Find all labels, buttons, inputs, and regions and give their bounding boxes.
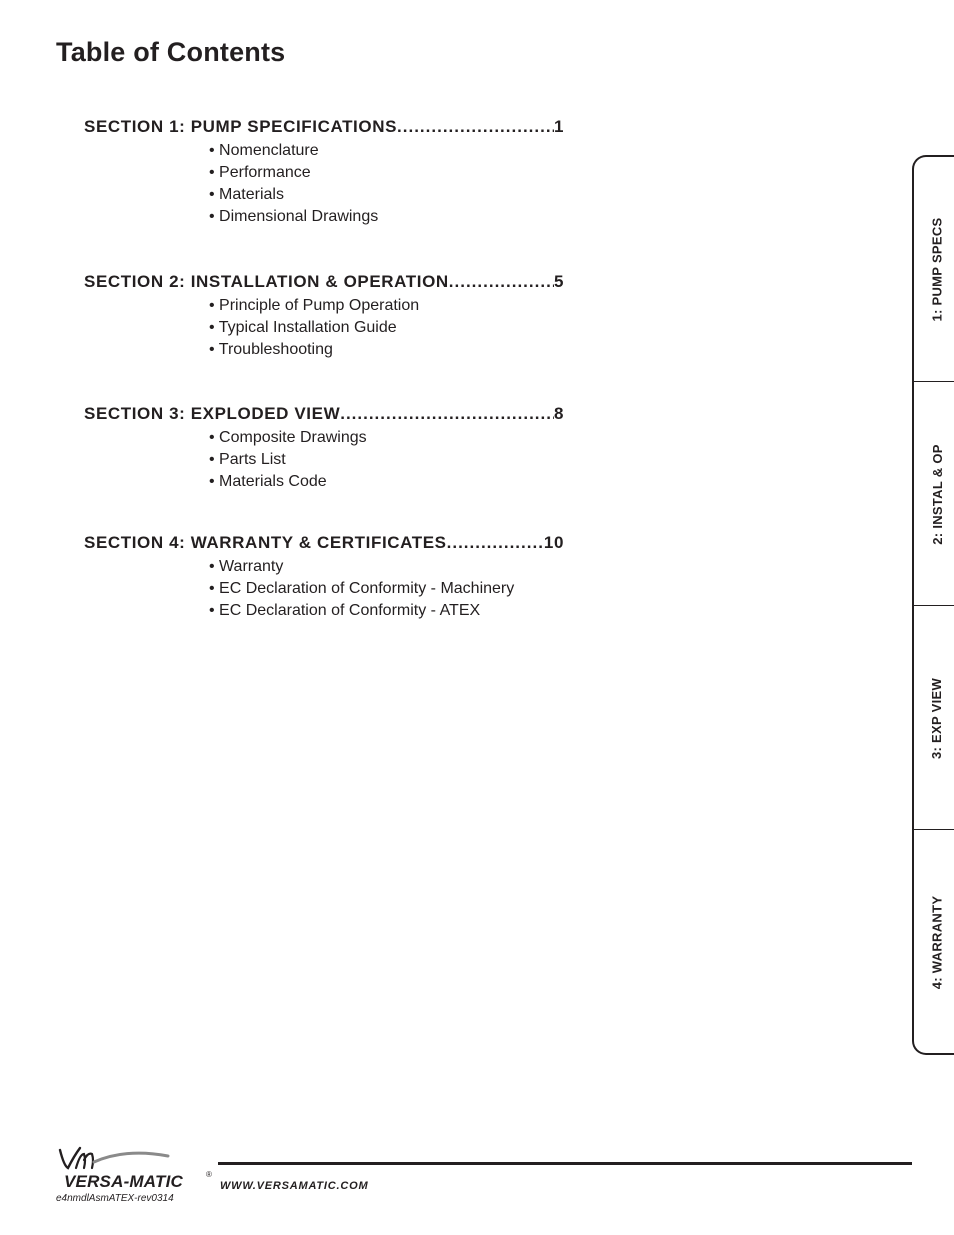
toc-section-2: [84, 269, 564, 361]
list-item: • Dimensional Drawings: [209, 208, 379, 225]
tab-exp-view[interactable]: [914, 605, 954, 830]
section-page-number: 10: [543, 533, 564, 552]
list-item: • Typical Installation Guide: [209, 319, 397, 336]
section-heading[interactable]: [84, 401, 564, 427]
section-heading[interactable]: [84, 114, 564, 140]
section-title: SECTION 1: PUMP SPECIFICATIONS: [84, 117, 398, 136]
tab-label: 4: WARRANTY: [929, 895, 945, 989]
list-item: • EC Declaration of Conformity - ATEX: [209, 602, 481, 619]
toc-section-4: [84, 530, 564, 622]
section-title: SECTION 4: WARRANTY & CERTIFICATES: [84, 533, 447, 552]
toc-section-3: [84, 401, 564, 493]
section-page-number: 5: [553, 272, 564, 291]
section-page-number: 1: [553, 117, 564, 136]
list-item: • Parts List: [209, 451, 286, 468]
tab-label: 3: EXP VIEW: [929, 677, 945, 759]
dot-leader: [449, 269, 554, 295]
tab-install-op[interactable]: [914, 381, 954, 606]
tab-warranty[interactable]: [914, 829, 954, 1054]
list-item: • Performance: [209, 164, 311, 181]
section-title: SECTION 3: EXPLODED VIEW: [84, 404, 341, 423]
section-heading[interactable]: [84, 269, 564, 295]
dot-leader: [397, 114, 554, 140]
logo-wordmark: VERSA-MATIC: [64, 1172, 183, 1191]
list-item: • Materials: [209, 186, 284, 203]
tab-label: 2: INSTAL & OP: [929, 443, 945, 545]
document-code: e4nmdlAsmATEX-rev0314: [56, 1193, 174, 1204]
section-topics: [84, 427, 564, 493]
registered-mark: ®: [206, 1170, 212, 1179]
list-item: • Composite Drawings: [209, 429, 367, 446]
tab-label: 1: PUMP SPECS: [929, 216, 945, 322]
website-link[interactable]: WWW.VERSAMATIC.COM: [220, 1180, 369, 1192]
dot-leader: [447, 530, 544, 556]
list-item: • Troubleshooting: [209, 341, 333, 358]
section-topics: [84, 140, 564, 228]
list-item: • Principle of Pump Operation: [209, 297, 420, 314]
section-title: SECTION 2: INSTALLATION & OPERATION: [84, 272, 449, 291]
versa-matic-logo: [56, 1142, 216, 1192]
tab-pump-specs[interactable]: [914, 157, 954, 381]
dot-leader: [340, 401, 554, 427]
list-item: • Nomenclature: [209, 142, 319, 159]
list-item: • EC Declaration of Conformity - Machinery: [209, 580, 515, 597]
section-tabs: [912, 155, 954, 1055]
page-title: Table of Contents: [56, 37, 286, 67]
toc-section-1: [84, 114, 564, 228]
section-topics: [84, 295, 564, 361]
section-topics: [84, 556, 564, 622]
section-page-number: 8: [553, 404, 564, 423]
list-item: • Warranty: [209, 558, 284, 575]
footer-rule: [218, 1162, 912, 1165]
vm-monogram-icon: [56, 1142, 216, 1174]
section-heading[interactable]: [84, 530, 564, 556]
list-item: • Materials Code: [209, 473, 327, 490]
